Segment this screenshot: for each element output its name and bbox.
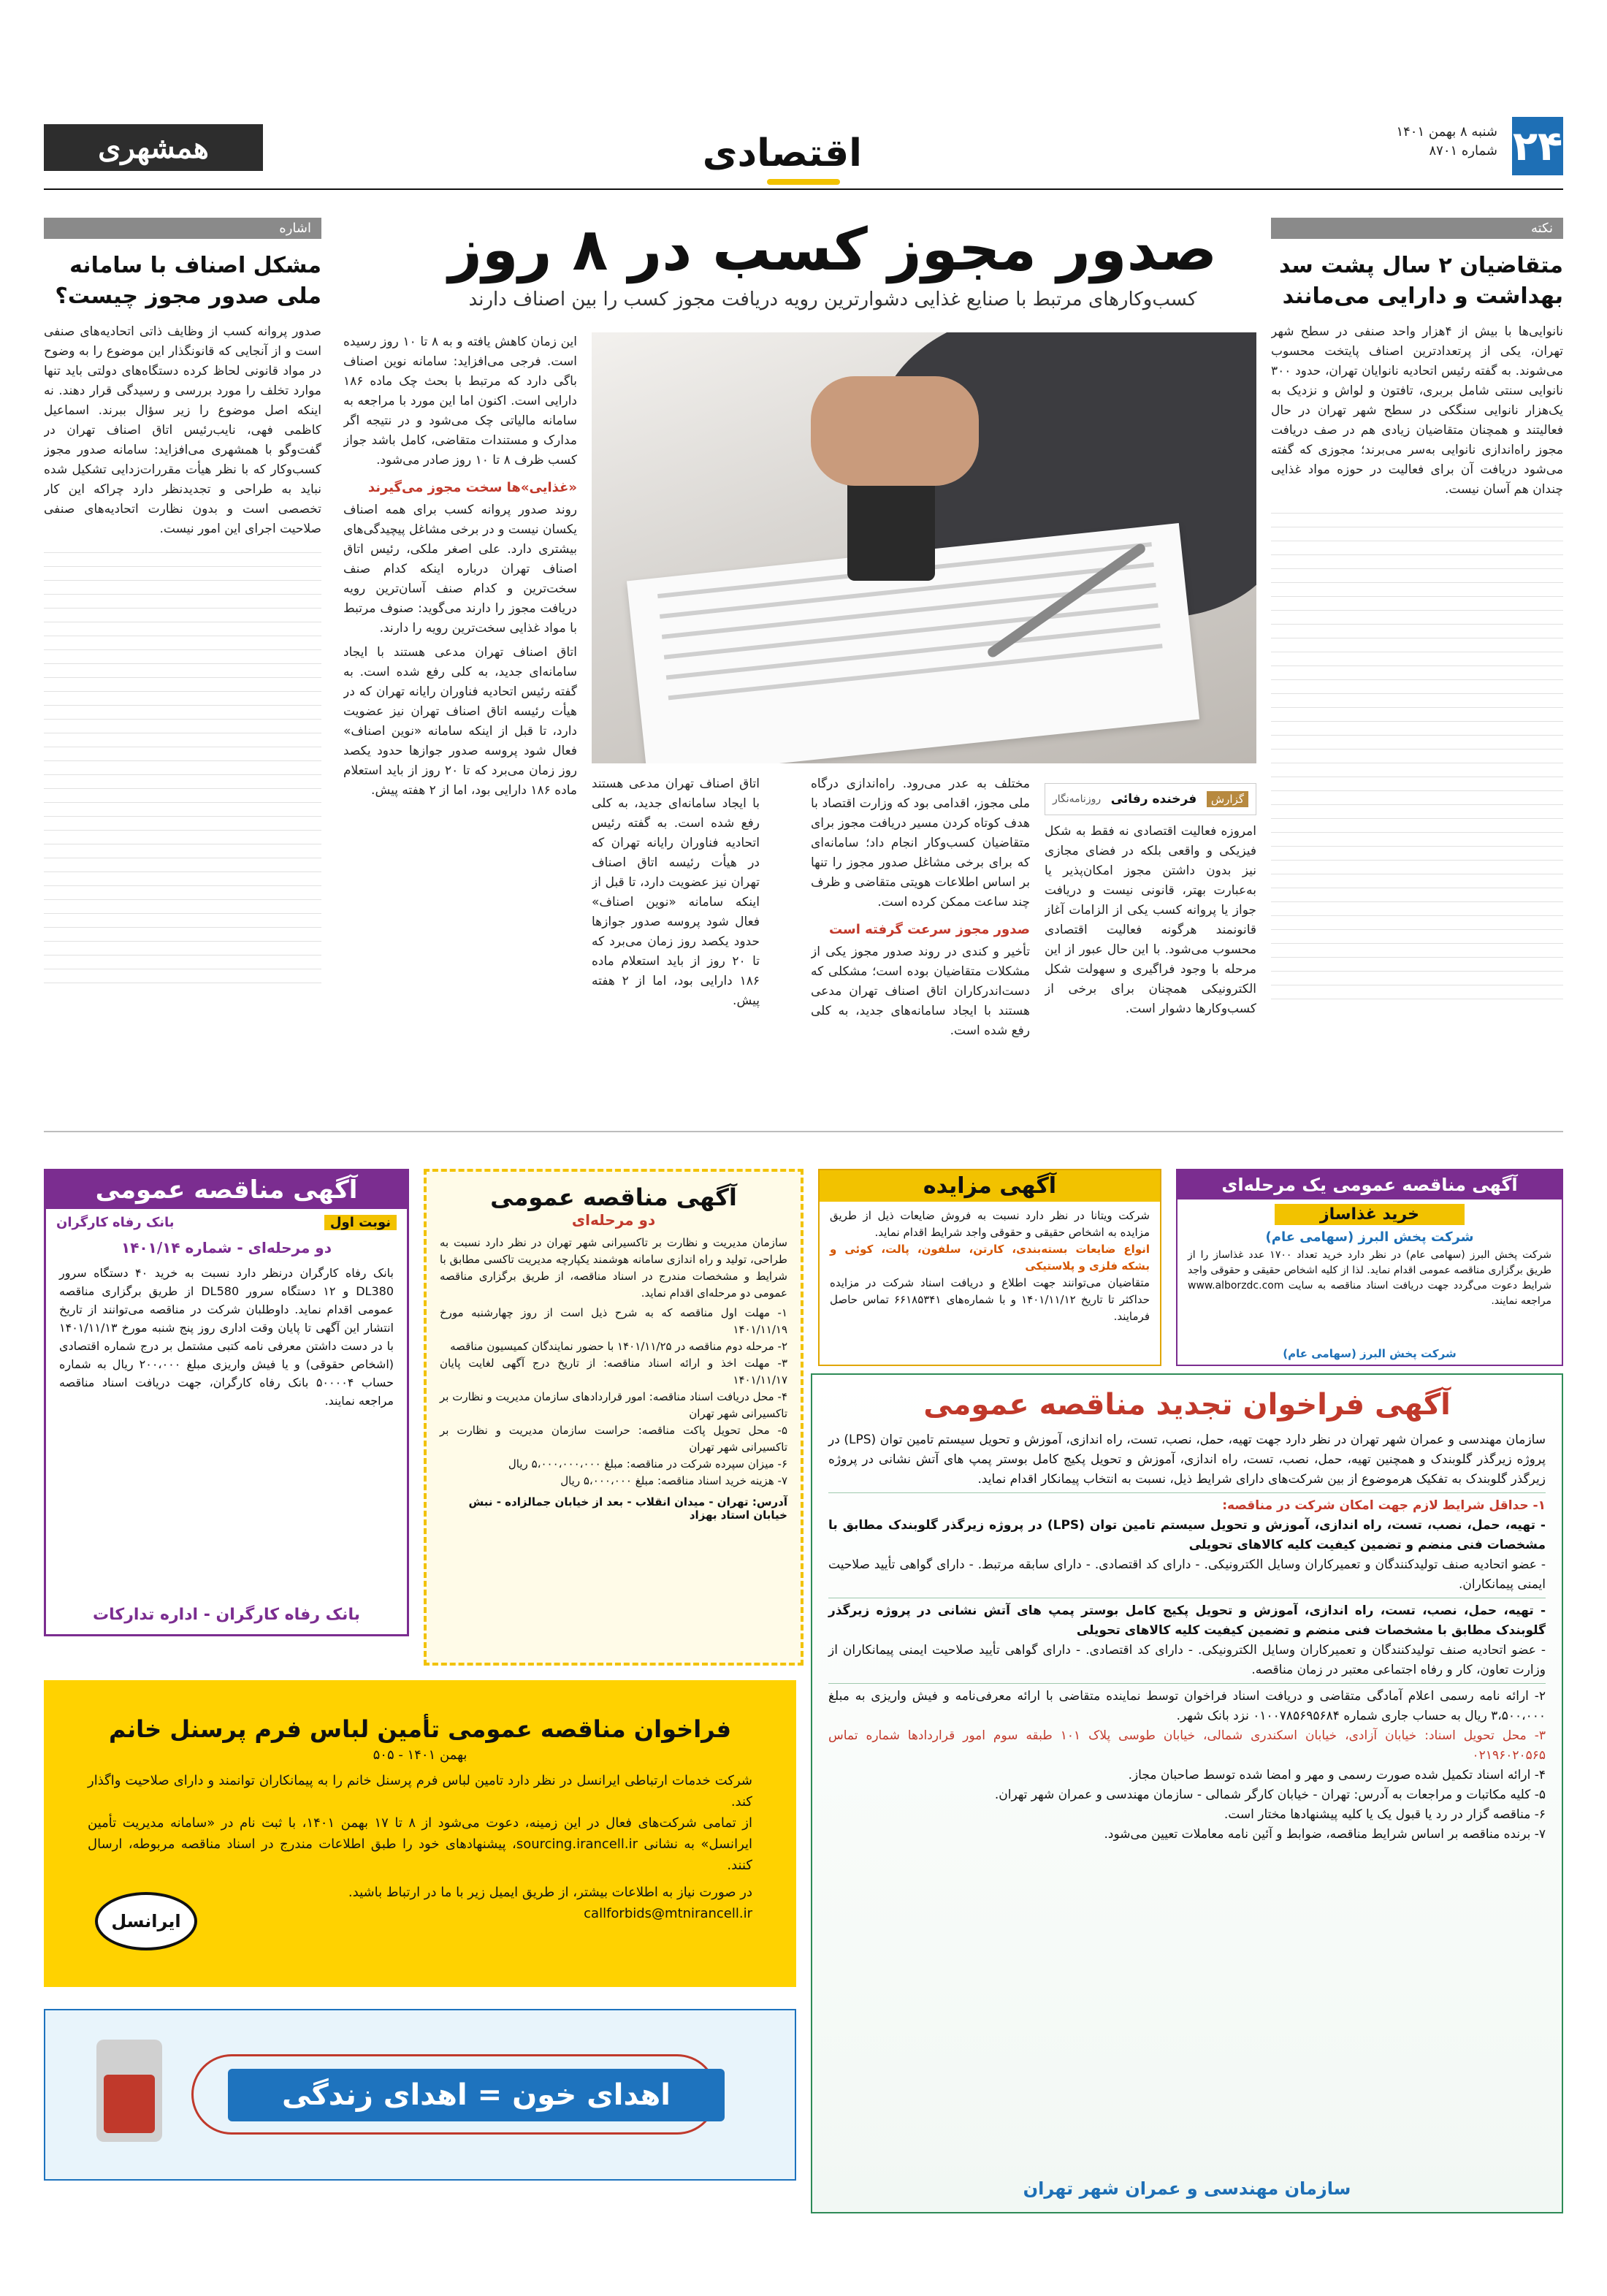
article-column-1 <box>1045 822 1256 1107</box>
ad-body: شرکت پخش البرز (سهامی عام) در نظر دارد خرید تعداد ۱۷۰۰ عدد غذاساز را از طریق برگزاری مناقصه عمومی اقدام نماید. لذا از کلیه اشخاص حقیقی و حقوقی واجد شرایط دعوت می‌گردد جهت دریافت اسناد مناقصه به سایت www.alborzdc.com مراجعه نمایند. <box>1188 1249 1552 1307</box>
article-column-2 <box>811 774 1030 1107</box>
ad-section: ۱- حداقل شرایط لازم جهت امکان شرکت در مناقصه: <box>1222 1498 1546 1513</box>
ad-tehran-engineering <box>811 1373 1563 2213</box>
ad-body: در صورت نیاز به اطلاعات بیشتر، از طریق ایمیل زیر با ما در ارتباط باشید. <box>348 1885 752 1900</box>
paragraph: روند صدور پروانه کسب برای همه اصناف یکسان نیست و در برخی مشاغل پیچیدگی‌های بیشتری دارد. علی اصغر ملکی، رئیس اتاق اصناف تهران درباره اینکه کدام صنف سخت‌ترین و کدام صنف آسان‌ترین رویه دریافت مجوز را دارند می‌گوید: صنوف مرتبط با مواد غذایی سخت‌ترین رویه را دارند. <box>343 503 577 636</box>
paragraph: اتاق اصناف تهران مدعی هستند با ایجاد سامانه‌ای جدید، به کلی رفع شده است. به گفته رئیس اتحادیه فناوران رایانه تهران که در هیأت رئیسه اتاق اصناف تهران نیز عضویت دارد، تا قبل از اینکه سامانه «نوین اصناف» فعال شود پروسه صدور جوازها حدود یکصد روز زمان می‌برد که تا ۲۰ روز از باید استعلام ماده ۱۸۶ دارایی بود، اما از ۲ هفته پیش. <box>343 645 577 798</box>
column-text: نانوایی‌ها با بیش از ۴هزار واحد صنفی در سطح شهر تهران، یکی از پرتعدادترین اصناف پایتخت محسوب می‌شوند. به گفته رئیس اتحادیه نانوایان تهران، حدود ۳۰۰ نانوایی سنتی شامل بربری، تافتون و لواش و نزدیک به یک‌هزار نانوایی سنگکی در سطح شهر تهران در حال فعالیتند و همچنان متقاضیان زیادی هم در صف دریافت مجوز راه‌اندازی نانوایی به‌سر می‌برند؛ مجوزی که گفته می‌شود دریافت آن برای فعالیت در حوزه مواد غذایی چندان هم آسان نیست. <box>1271 324 1563 497</box>
ad-title: آگهی مزایده <box>820 1170 1160 1202</box>
ad-subtitle: خرید غذاساز <box>1275 1204 1465 1225</box>
ad-company: شرکت پخش البرز (سهامی عام) <box>1265 1229 1474 1245</box>
byline-tag: گزارش <box>1207 791 1248 807</box>
ad-auction <box>818 1169 1161 1366</box>
ad-date: بهمن ۱۴۰۱ - ۵۰۵ <box>373 1747 467 1763</box>
ad-section: ۵- کلیه مکاتبات و مراجعات به آدرس: تهران - خیابان کارگر شمالی - سازمان مهندسی و عمران شهر تهران. <box>994 1788 1546 1802</box>
ad-taxi-tender <box>424 1169 804 1666</box>
ad-title: آگهی مناقصه عمومی <box>46 1171 407 1209</box>
ad-intro: سازمان مهندسی و عمران شهر تهران در نظر دارد جهت تهیه، حمل، نصب، تست، راه اندازی، آموزش و تحویل سیستم تامین توان (LPS) در پروژه زیرگذر گلوبندک و همچنین تهیه، حمل، نصب، تست، راه اندازی، آموزش و تحویل پکیج کامل بوستر پمپ های آتش نشانی در پروژه زیرگذر گلوبندک به تفکیک هرموضوع از بین شرکت‌های دارای شرایط ذیل، نسبت به انتخاب پیمانکار اقدام نماید. <box>828 1433 1546 1487</box>
issue-date <box>1396 123 1497 161</box>
article-column-4 <box>343 332 577 1107</box>
ads-divider <box>44 1131 1563 1132</box>
ad-turn: نوبت اول <box>324 1215 397 1230</box>
ad-contact: متقاضیان می‌توانند جهت اطلاع و دریافت اسناد شرکت در مزایده حداکثر تا تاریخ ۱۴۰۱/۱۱/۱۲ و با شماره‌های ۶۶۱۸۵۳۴۱ تماس حاصل فرمایند. <box>830 1276 1150 1323</box>
ad-section: ۶- مناقصه گزار در رد یا قبول یک یا کلیه پیشنهادها مختار است. <box>1224 1807 1546 1822</box>
ad-item: - تهیه، حمل، نصب، تست، راه اندازی، آموزش و تحویل پکیج کامل بوستر پمپ های آتش نشانی در پروژه زیرگذر گلوبندک مطابق با مشخصات فنی منضم و تضمین کیفیت کلیه کالاهای تحویلی <box>828 1603 1546 1638</box>
ad-stage: دو مرحله‌ای <box>571 1211 656 1229</box>
ad-footer: سازمان مهندسی و عمران شهر تهران <box>1023 2178 1351 2199</box>
column-text: صدور پروانه کسب از وظایف ذاتی اتحادیه‌های صنفی است و از آنجایی که قانونگذار این موضوع را به وضوح در مواد قانونی لحاظ کرده دستگاه‌های دولتی باید تنها موارد تخلف را مورد بررسی و رسیدگی قرار دهند. نه اینکه اصل موضوع را زیر سؤال ببرند. اسماعیل کاظمی فهی، نایب‌رئیس اتاق اصناف تهران در گفت‌وگو با همشهری می‌افزاید: سامانه صدور مجوز کسب‌وکار که با نظر هیأت مقررات‌زدایی تشکیل شده نباید به طراحی و تجدیدنظر دارد چراکه این کار تخصصی است و بدون نظارت اتحادیه‌های صنفی صلاحیت اجرای این امور نیست. <box>44 324 321 536</box>
ad-footer: بانک رفاه کارگران - اداره تدارکات <box>93 1606 360 1624</box>
page-number: ۲۴ <box>1512 117 1563 175</box>
ad-item: ۲- مرحله دوم مناقصه در ۱۴۰۱/۱۱/۲۵ با حضور نمایندگان کمیسیون مناقصه <box>450 1340 787 1353</box>
column-title: مشکل اصناف با سامانه ملی صدور مجوز چیست؟ <box>55 253 321 309</box>
subhead: صدور مجوز سرعت گرفته است <box>828 922 1030 937</box>
ad-body: شرکت خدمات ارتباطی ایرانسل در نظر دارد تامین لباس فرم پرسنل خانم را به پیمانکاران توانمند و دارای صلاحیت واگذار کند. <box>88 1773 752 1809</box>
column-body <box>1271 322 1563 999</box>
ad-irancell <box>44 1680 796 1987</box>
paragraph: اتاق اصناف تهران مدعی هستند با ایجاد سامانه‌ای جدید، به کلی رفع شده است. به گفته رئیس اتحادیه فناوران رایانه تهران که در هیأت رئیسه اتاق اصناف تهران نیز عضویت دارد، تا قبل از اینکه سامانه «نوین اصناف» فعال شود پروسه صدور جوازها حدود یکصد روز زمان می‌برد که تا ۲۰ روز از باید استعلام ماده ۱۸۶ دارایی بود، اما از ۲ هفته پیش. <box>592 777 760 1008</box>
ad-item: ۷- هزینه خرید اسناد مناقصه: مبلغ ۵،۰۰۰،۰۰۰ ریال <box>560 1474 787 1487</box>
column-label: نکته <box>1271 218 1563 239</box>
masthead <box>44 110 1563 190</box>
ad-blood-donation <box>44 2009 796 2181</box>
date: شنبه ۸ بهمن ۱۴۰۱ <box>1396 124 1497 140</box>
article-photo-stamp <box>592 332 1256 763</box>
section-underline <box>767 179 840 185</box>
ad-section: ۷- برنده مناقصه بر اساس شرایط مناقصه، ضوابط و آئین نامه معاملات تعیین می‌شود. <box>1104 1827 1546 1842</box>
left-column <box>44 218 321 1105</box>
subhead: «غذایی»ها سخت مجوز می‌گیرند <box>367 480 577 495</box>
column-body <box>44 322 321 983</box>
ad-address: آدرس: تهران - میدان انقلاب - بعد از خیابان جمالزاده - نبش خیابان استاد بهزاد <box>468 1495 787 1522</box>
ad-title: آگهی مناقصه عمومی <box>490 1183 737 1211</box>
ad-stage: دو مرحله‌ای - شماره ۱۴۰۱/۱۴ <box>121 1239 332 1256</box>
article-deck: کسب‌وکارهای مرتبط با صنایع غذایی دشوارترین رویه دریافت مجوز کسب را بین اصناف دارند <box>468 289 1197 310</box>
ad-items: انواع ضایعات بسته‌بندی، کارتن، سلفون، پالت، کوئی و بشکه فلزی و پلاستیکی <box>830 1243 1150 1273</box>
column-title: متقاضیان ۲ سال پشت سد بهداشت و دارایی می‌مانند <box>1278 253 1563 309</box>
ad-item: ۴- محل دریافت اسناد مناقصه: امور قراردادهای سازمان مدیریت و نظارت بر تاکسیرانی شهر تهران <box>440 1390 787 1420</box>
ad-brand: بانک رفاه کارگران <box>56 1215 175 1230</box>
paragraph: امروزه فعالیت اقتصادی نه فقط به شکل فیزیکی و واقعی بلکه در فضای مجازی نیز بدون داشتن مجوز امکان‌پذیر یا به‌عبارت بهتر، قانونی نیست و دریافت جواز یا پروانه کسب یکی از الزامات آغاز قانونمند هرگونه فعالیت اقتصادی محسوب می‌شود. با این حال عبور از این مرحله با وجود فراگیری و سهولت شکل الکترونیکی همچنان برای برخی از کسب‌وکارها دشوار است. <box>1045 824 1256 1016</box>
byline <box>1045 783 1256 815</box>
ad-requirements: - عضو اتحادیه صنف تولیدکنندگان و تعمیرکاران وسایل الکترونیکی. - دارای کد اقتصادی. - دارای سابقه مرتبط. - دارای گواهی تأیید صلاحیت ایمنی پیمانکاران. <box>828 1557 1546 1592</box>
ad-item: ۶- میزان سپرده شرکت در مناقصه: مبلغ ۵،۰۰۰،۰۰۰،۰۰۰ ریال <box>508 1457 787 1471</box>
byline-role: روزنامه‌نگار <box>1053 793 1102 805</box>
paragraph: تأخیر و کندی در روند صدور مجوز یکی از مشکلات متقاضیان بوده است؛ مشکلی که دست‌اندرکاران اتاق اصناف تهران مدعی هستند با ایجاد سامانه‌های جدید، به کلی رفع شده است. <box>811 945 1030 1038</box>
paper-logo: همشهری <box>44 124 263 171</box>
ad-item: ۱- مهلت اول مناقصه که به شرح ذیل است از روز چهارشنبه مورخ ۱۴۰۱/۱۱/۱۹ <box>440 1306 787 1336</box>
ad-body: شرکت ویتانا در نظر دارد نسبت به فروش ضایعات ذیل از طریق مزایده به اشخاص حقیقی و حقوقی واجد شرایط اقدام نماید. <box>830 1209 1150 1239</box>
ad-bank-refah <box>44 1169 409 1636</box>
ad-section: ۲- ارائه نامه رسمی اعلام آمادگی متقاضی و دریافت اسناد فراخوان توسط نماینده متقاضی با ارائه معرفی‌نامه و فیش واریزی به مبلغ ۳،۵۰۰،۰۰۰ ریال به حساب جاری شماره ۰۱۰۰۷۸۵۶۹۵۶۸۴ نزد بانک شهر. <box>828 1689 1546 1723</box>
ad-footer: شرکت پخش البرز (سهامی عام) <box>1283 1347 1457 1360</box>
paragraph: این زمان کاهش یافته و به ۸ تا ۱۰ روز رسیده است. فرجی می‌افزاید: سامانه نوین اصناف باگی دارد که مرتبط با بحث چک ماده ۱۸۶ دارایی است. اکنون اما این مورد با مراجعه به سامانه مالیاتی چک می‌شود و در نتیجه اگر مدارک و مستندات متقاضی، کامل باشد جواز کسب ظرف ۸ تا ۱۰ روز صادر می‌شود. <box>343 335 577 468</box>
ad-body: از تمامی شرکت‌های فعال در این زمینه، دعوت می‌شود از ۸ تا ۱۷ بهمن ۱۴۰۱، با ثبت نام در «سامانه مدیریت تأمین ایرانسل» به نشانی sourcing.irancell.ir، پیشنهادهای خود را طبق اطلاعات مندرج در اسناد مناقصه مربوطه، ارسال کنند. <box>88 1815 753 1873</box>
ad-item: - تهیه، حمل، نصب، تست، راه اندازی، آموزش و تحویل سیستم تامین توان (LPS) در پروژه زیرگذر گلوبندک مطابق با مشخصات فنی منضم و تضمین کیفیت کلیه کالاهای تحویلی <box>828 1518 1546 1552</box>
article-headline: صدور مجوز کسب در ۸ روز <box>448 216 1218 283</box>
irancell-logo: ایرانسل <box>95 1892 197 1950</box>
ad-items <box>427 1302 801 1492</box>
ad-section: ۴- ارائه اسناد تکمیل شده صورت رسمی و مهر و امضا شده توسط صاحبان مجاز. <box>1128 1768 1546 1782</box>
article-column-3 <box>592 774 760 1107</box>
paragraph: مختلف به عدر می‌رود. راه‌اندازی درگاه ملی مجوز، اقدامی بود که وزارت اقتصاد با هدف کوتاه کردن مسیر دریافت مجوز برای متقاضیان کسب‌وکار انجام داد؛ سامانه‌ای که برای برخی مشاغل صدور مجوز را تنها بر اساس اطلاعات هویتی متقاضی و ظرف چند ساعت ممکن کرده است. <box>811 777 1030 909</box>
ad-body: سازمان مدیریت و نظارت بر تاکسیرانی شهر تهران در نظر دارد نسبت به طراحی، تولید و راه اندازی سامانه هوشمند یکپارچه مدیریت تاکسی مطابق با شرایط و مشخصات مندرج در اسناد مناقصه، از طریق برگزاری مناقصه عمومی دو مرحله‌ای اقدام نماید. <box>440 1236 787 1300</box>
ad-subheader <box>46 1209 407 1236</box>
blood-bag-icon <box>96 2040 162 2142</box>
ad-section: ۳- محل تحویل اسناد: خیابان آزادی، خیابان اسکندری شمالی، خیابان طوسی پلاک ۱۰۱ طبقه سوم امور قراردادها شماره تماس ۰۲۱۹۶۰۲۰۵۶۵ <box>828 1728 1546 1763</box>
ad-requirements: - عضو اتحادیه صنف تولیدکنندگان و تعمیرکاران وسایل الکترونیکی. - دارای کد اقتصادی. - دارای گواهی تأیید صلاحیت ایمنی پیمانکاران از وزارت تعاون، کار و رفاه اجتماعی معتبر در زمان مناقصه. <box>828 1643 1546 1677</box>
ad-title: اهدای خون = اهدای زندگی <box>228 2069 725 2121</box>
column-label: اشاره <box>44 218 321 239</box>
section-title: اقتصادی <box>702 131 862 175</box>
ad-body: بانک رفاه کارگران درنظر دارد نسبت به خرید ۴۰ دستگاه سرور DL380 و ۱۲ دستگاه سرور DL580 از طریق برگزاری مناقصه عمومی اقدام نماید. داوطلبان شرکت در مناقصه می‌توانند از تاریخ انتشار این آگهی تا پایان وقت اداری روز پنج شنبه مورخ ۱۴۰۱/۱۱/۱۳ با در دست داشتن معرفی نامه کتبی مشتمل بر درج شماره اقتصادی (اشخاص حقوقی) و یا فیش واریزی مبلغ ۲۰۰،۰۰۰ ریال به شماره حساب ۵۰۰۰۰۴ بانک رفاه کارگران، جهت دریافت اسناد مناقصه مراجعه نمایند. <box>59 1266 394 1408</box>
byline-name: فرخنده رفائی <box>1110 792 1197 806</box>
issue-number: شماره ۸۷۰۱ <box>1429 143 1497 159</box>
ad-title: آگهی مناقصه عمومی یک مرحله‌ای <box>1177 1170 1562 1200</box>
ad-alborz <box>1176 1169 1563 1366</box>
ad-item: ۵- محل تحویل پاکت مناقصه: حراست سازمان مدیریت و نظارت بر تاکسیرانی شهر تهران <box>440 1424 787 1454</box>
ad-item: ۳- مهلت اخذ و ارائه اسناد مناقصه: از تاریخ درج آگهی لغایت پایان ۱۴۰۱/۱۱/۱۷ <box>440 1357 787 1387</box>
right-column <box>1271 218 1563 1105</box>
ad-title: فراخوان مناقصه عمومی تأمین لباس فرم پرسنل خانم <box>108 1715 732 1743</box>
ad-email[interactable]: callforbids@mtnirancell.ir <box>584 1906 752 1921</box>
ad-title: آگهی فراخوان تجدید مناقصه عمومی <box>923 1388 1451 1422</box>
